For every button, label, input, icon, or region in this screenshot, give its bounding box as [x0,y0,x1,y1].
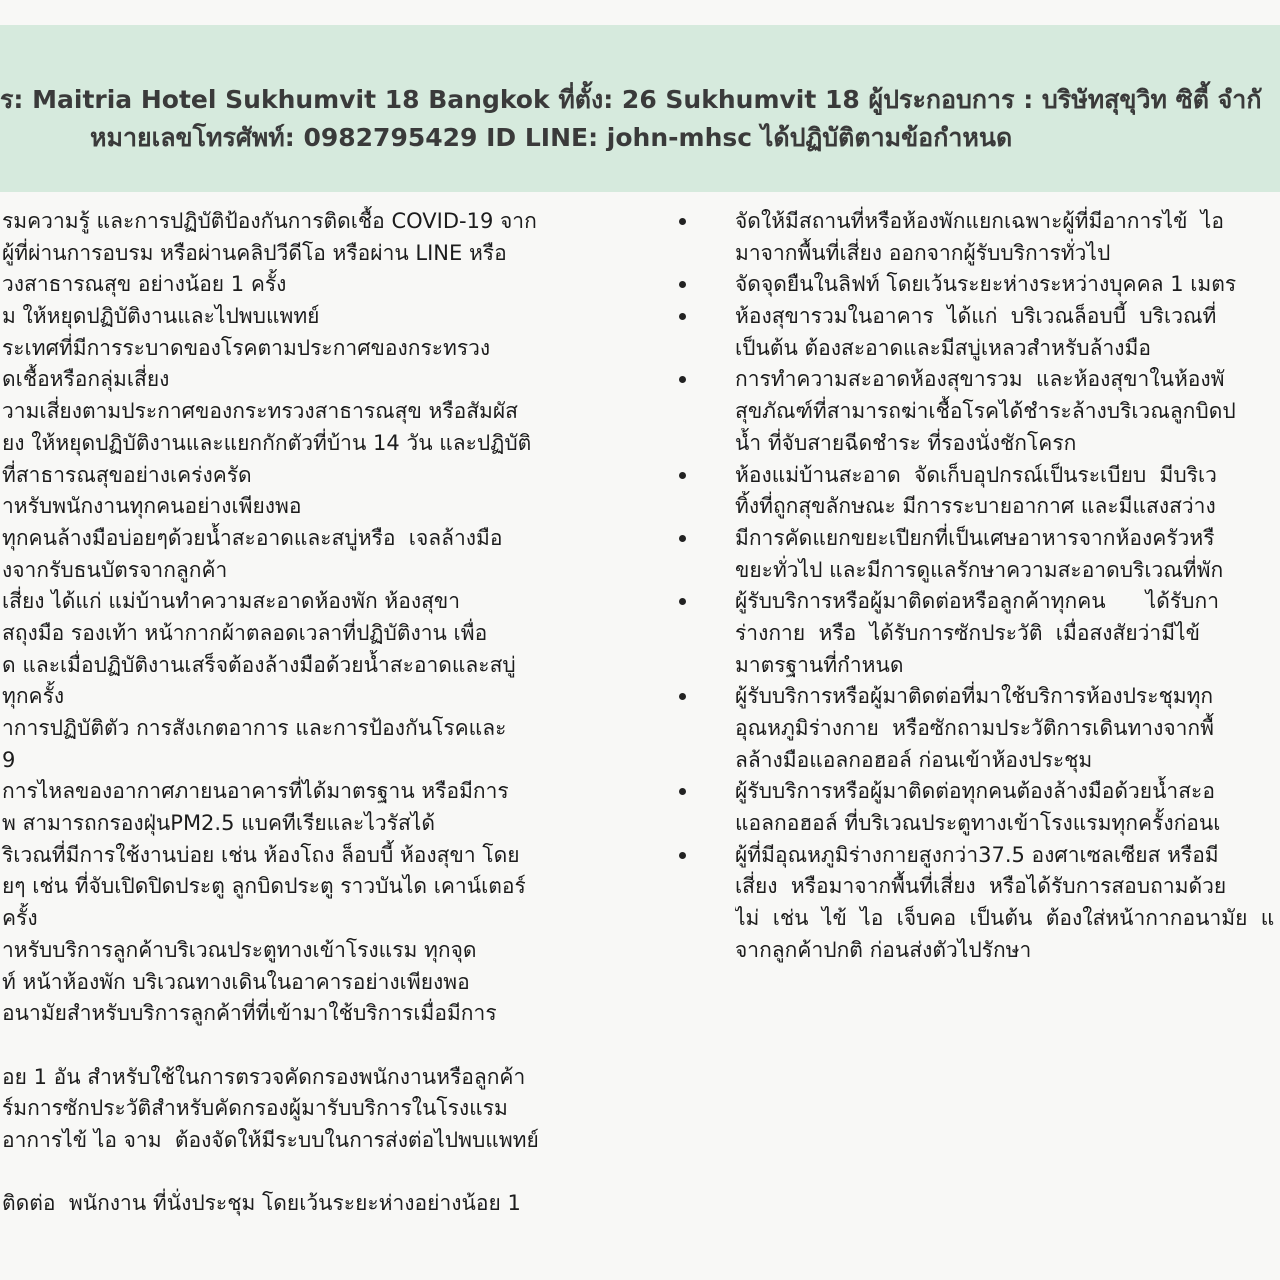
left-line: ดเชื้อหรือกลุ่มเสี่ยง [2,367,170,392]
left-line: ทุกคนล้างมือบ่อยๆด้วยน้ำสะอาดและสบู่หรือ เจลล้างมือ [2,525,503,550]
left-line: 9 [2,747,16,772]
bullet-item [670,586,1280,681]
left-line: าหรับพนักงานทุกคนอย่างเพียงพอ [2,494,302,519]
bullet-icon [679,218,686,225]
bullet-item-line: อุณหภูมิร่างกาย หรือซักถามประวัติการเดินทางจากพื้ [735,716,1214,740]
left-line: วงสาธารณสุข อย่างน้อย 1 ครั้ง [2,272,287,297]
bullet-item [670,269,1280,301]
left-line: การไหลของอากาศภายนอาคารที่ได้มาตรฐาน หรือมีการ [2,779,509,804]
bullet-icon [679,535,686,542]
bullet-item [670,776,1280,839]
bullet-item-line: จัดให้มีสถานที่หรือห้องพักแยกเฉพาะผู้ที่มีอาการไข้ ไอ [735,209,1224,233]
bullet-icon [679,598,686,605]
bullet-item-line: มาตรฐานที่กำหนด [735,652,904,677]
bullet-item-line: เสี่ยง หรือมาจากพื้นที่เสี่ยง หรือได้รับการสอบถามด้วย [735,874,1227,899]
bullet-item-line: ผู้รับบริการหรือผู้มาติดต่อทุกคนต้องล้างมือด้วยน้ำสะอ [735,779,1215,804]
left-column [0,206,655,1220]
bullet-item-line: ไม่ เช่น ไข้ ไอ เจ็บคอ เป็นต้น ต้องใส่หน้ากากอนามัย แ [735,906,1275,931]
left-line: งจากรับธนบัตรจากลูกค้า [2,557,228,582]
bullet-item-line: มีการคัดแยกขยะเปียกที่เป็นเศษอาหารจากห้องครัวหรื [735,525,1215,550]
bullet-item [670,840,1280,967]
bullet-item [670,523,1280,586]
left-line: อย 1 อัน สำหรับใช้ในการตรวจคัดกรองพนักงานหรือลูกค้า [2,1064,526,1089]
left-line: พ สามารถกรองฝุ่นPM2.5 แบคทีเรียและไวรัสได้ [2,811,435,836]
bullet-icon [679,281,686,288]
bullet-icon [679,472,686,479]
left-line: าหรับบริการลูกค้าบริเวณประตูทางเข้าโรงแรม ทุกจุด [2,937,477,962]
bullet-item-line: ขยะทั่วไป และมีการดูแลรักษาความสะอาดบริเวณที่พัก [735,557,1224,582]
left-line: ที่สาธารณสุขอย่างเคร่งครัด [2,462,252,487]
left-line: ครั้ง [2,906,38,931]
header-band [0,25,1280,192]
left-line: ม ให้หยุดปฏิบัติงานและไปพบแพทย์ [2,304,320,329]
bullet-item-line: การทำความสะอาดห้องสุขารวม และห้องสุขาในห้องพั [735,367,1225,392]
bullet-item [670,301,1280,364]
header-hotel-info: ร: Maitria Hotel Sukhumvit 18 Bangkok ที่ตั้ง: 26 Sukhumvit 18 ผู้ประกอบการ : บริษัทสุขุวิท ซิตี้ จำกั [0,85,1262,114]
left-line: ยๆ เช่น ที่จับเปิดปิดประตู ลูกบิดประตู ราวบันได เคาน์เตอร์ [2,874,526,899]
left-line: ด และเมื่อปฏิบัติงานเสร็จต้องล้างมือด้วยน้ำสะอาดและสบู่ [2,652,516,677]
left-line: ริเวณที่มีการใช้งานบ่อย เช่น ห้องโถง ล็อบบี้ ห้องสุขา โดย [2,842,520,867]
bullet-item [670,206,1280,269]
bullet-icon [679,693,686,700]
bullet-item-line: น้ำ ที่จับสายฉีดชำระ ที่รองนั่งชักโครก [735,430,1077,455]
left-line: ระเทศที่มีการระบาดของโรคตามประกาศของกระทรวง [2,335,491,360]
left-line: เสี่ยง ได้แก่ แม่บ้านทำความสะอาดห้องพัก ห้องสุขา [2,589,461,614]
bullet-item [670,460,1280,523]
bullet-item-line: ทิ้งที่ถูกสุขลักษณะ มีการระบายอากาศ และมีแสงสว่าง [735,494,1216,519]
left-line: ผู้ที่ผ่านการอบรม หรือผ่านคลิปวีดีโอ หรือผ่าน LINE หรือ [2,240,507,265]
right-column [670,206,1280,967]
left-line: ติดต่อ พนักงาน ที่นั่งประชุม โดยเว้นระยะห่างอย่างน้อย 1 [2,1191,521,1216]
left-line: ยง ให้หยุดปฏิบัติงานและแยกกักตัวที่บ้าน 14 วัน และปฏิบัติ [2,430,532,455]
bullet-item-line: ลล้างมือแอลกอฮอล์ ก่อนเข้าห้องประชุม [735,747,1093,772]
bullet-item-line: เป็นต้น ต้องสะอาดและมีสบู่เหลวสำหรับล้างมือ [735,335,1151,360]
bullet-item-line: ผู้รับบริการหรือผู้มาติดต่อที่มาใช้บริการห้องประชุมทุก [735,684,1214,709]
bullet-item [670,681,1280,776]
left-line: าการปฏิบัติตัว การสังเกตอาการ และการป้องกันโรคและ [2,716,507,740]
left-line: วามเสี่ยงตามประกาศของกระทรวงสาธารณสุข หรือสัมผัส [2,399,518,424]
bullet-item-line: ห้องสุขารวมในอาคาร ได้แก่ บริเวณล็อบบี้ บริเวณที่ [735,304,1217,329]
left-line: ทุกครั้ง [2,684,65,709]
bullet-item-line: สุขภัณฑ์ที่สามารถฆ่าเชื้อโรคได้ชำระล้างบริเวณลูกบิดป [735,399,1236,424]
bullet-item [670,364,1280,459]
bullet-icon [679,376,686,383]
bullet-item-line: ผู้รับบริการหรือผู้มาติดต่อหรือลูกค้าทุกคน ได้รับกา [735,589,1219,614]
left-line: สถุงมือ รองเท้า หน้ากากผ้าตลอดเวลาที่ปฏิบัติงาน เพื่อ [2,620,488,645]
header-contact-info: หมายเลขโทรศัพท์: 0982795429 ID LINE: john-mhsc ได้ปฏิบัติตามข้อกำหนด [90,123,1013,152]
left-line: อนามัยสำหรับบริการลูกค้าที่ที่เข้ามาใช้บริการเมื่อมีการ [2,1001,497,1026]
left-line: อาการไข้ ไอ จาม ต้องจัดให้มีระบบในการส่งต่อไปพบแพทย์ [2,1127,539,1152]
left-line: ท์ หน้าห้องพัก บริเวณทางเดินในอาคารอย่างเพียงพอ [2,969,470,994]
bullet-item-line: มาจากพื้นที่เสี่ยง ออกจากผู้รับบริการทั่วไป [735,240,1111,265]
left-line: รมความรู้ และการปฏิบัติป้องกันการติดเชื้อ COVID-19 จาก [2,209,537,233]
bullet-icon [679,313,686,320]
bullet-icon [679,788,686,795]
bullet-icon [679,852,686,859]
bullet-item-line: จัดจุดยืนในลิฟท์ โดยเว้นระยะห่างระหว่างบุคคล 1 เมตร [735,272,1237,297]
left-line: ร์มการซักประวัติสำหรับคัดกรองผู้มารับบริการในโรงแรม [2,1096,508,1121]
bullet-item-line: ห้องแม่บ้านสะอาด จัดเก็บอุปกรณ์เป็นระเบียบ มีบริเว [735,462,1217,487]
bullet-item-line: ร่างกาย หรือ ได้รับการซักประวัติ เมื่อสงสัยว่ามีไข้ [735,620,1200,645]
bullet-item-line: ผู้ที่มีอุณหภูมิร่างกายสูงกว่า37.5 องศาเซลเซียส หรือมี [735,842,1219,867]
bullet-item-line: แอลกอฮอล์ ที่บริเวณประตูทางเข้าโรงแรมทุกครั้งก่อนเ [735,811,1221,836]
bullet-item-line: จากลูกค้าปกติ ก่อนส่งตัวไปรักษา [735,937,1032,962]
